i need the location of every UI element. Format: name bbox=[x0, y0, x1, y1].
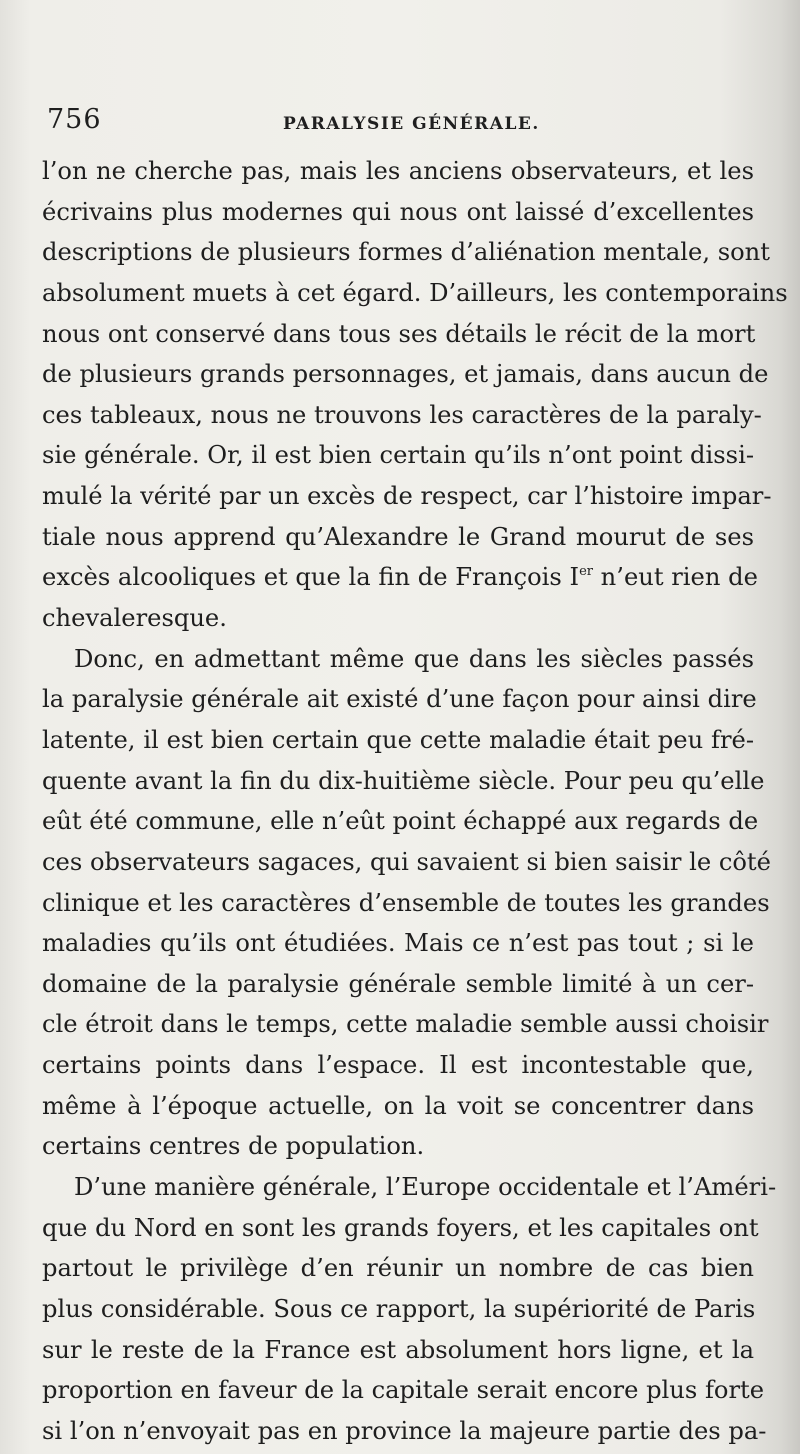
body-text bbox=[42, 151, 788, 1452]
text-line: latente, il est bien certain que cette maladie était peu fré- bbox=[42, 725, 754, 754]
text-line: tiale nous apprend qu’Alexandre le Grand mourut de ses bbox=[42, 522, 754, 551]
text-line: cle étroit dans le temps, cette maladie semble aussi choisir bbox=[42, 1010, 769, 1039]
text-line: écrivains plus modernes qui nous ont laissé d’excellentes bbox=[42, 197, 754, 226]
text-line: de plusieurs grands personnages, et jamais, dans aucun de bbox=[42, 360, 769, 389]
text-line: certains points dans l’espace. Il est incontestable que, bbox=[42, 1051, 754, 1080]
text-line: l’on ne cherche pas, mais les anciens observateurs, et les bbox=[42, 157, 754, 185]
text-line: nous ont conservé dans tous ses détails le récit de la mort bbox=[42, 319, 756, 348]
text-line: eût été commune, elle n’eût point échappé aux regards de bbox=[42, 807, 759, 836]
text-line: partout le privilège d’en réunir un nombre de cas bien bbox=[42, 1254, 754, 1283]
text-line: absolument muets à cet égard. D’ailleurs, les contemporains bbox=[42, 278, 788, 307]
text-line: descriptions de plusieurs formes d’aliénation mentale, sont bbox=[42, 238, 770, 267]
text-line: si l’on n’envoyait pas en province la majeure partie des pa- bbox=[42, 1416, 767, 1445]
text-line: ces observateurs sagaces, qui savaient si bien saisir le côté bbox=[42, 847, 771, 876]
text-line: proportion en faveur de la capitale serait encore plus forte bbox=[42, 1376, 765, 1405]
text-line: maladies qu’ils ont étudiées. Mais ce n’est pas tout ; si le bbox=[42, 929, 754, 958]
page-header bbox=[47, 104, 752, 148]
text-line: que du Nord en sont les grands foyers, et les capitales ont bbox=[42, 1213, 759, 1242]
text-line: plus considérable. Sous ce rapport, la supériorité de Paris bbox=[42, 1294, 756, 1323]
text-line: D’une manière générale, l’Europe occidentale et l’Améri- bbox=[74, 1173, 777, 1202]
text-line: sie générale. Or, il est bien certain qu’ils n’ont point dissi- bbox=[42, 441, 754, 470]
text-line: certains centres de population. bbox=[42, 1132, 425, 1161]
text-line: la paralysie générale ait existé d’une façon pour ainsi dire bbox=[42, 685, 757, 714]
text-line: chevaleresque. bbox=[42, 604, 227, 633]
text-line: clinique et les caractères d’ensemble de toutes les grandes bbox=[42, 888, 770, 917]
text-line: quente avant la fin du dix-huitième siècle. Pour peu qu’elle bbox=[42, 766, 765, 795]
text-line: domaine de la paralysie générale semble limité à un cer- bbox=[42, 969, 754, 998]
text-line: ces tableaux, nous ne trouvons les caractères de la paraly- bbox=[42, 400, 762, 429]
page-number: 756 bbox=[47, 104, 102, 135]
text-line: même à l’époque actuelle, on la voit se concentrer dans bbox=[42, 1091, 754, 1120]
text-line: sur le reste de la France est absolument hors ligne, et la bbox=[42, 1335, 754, 1364]
text-line: mulé la vérité par un excès de respect, car l’histoire impar- bbox=[42, 482, 772, 511]
text-line: Donc, en admettant même que dans les siècles passés bbox=[74, 644, 754, 673]
text-line: excès alcooliques et que la fin de François Ier n’eut rien de bbox=[42, 563, 758, 592]
running-head: PARALYSIE GÉNÉRALE. bbox=[283, 114, 540, 134]
